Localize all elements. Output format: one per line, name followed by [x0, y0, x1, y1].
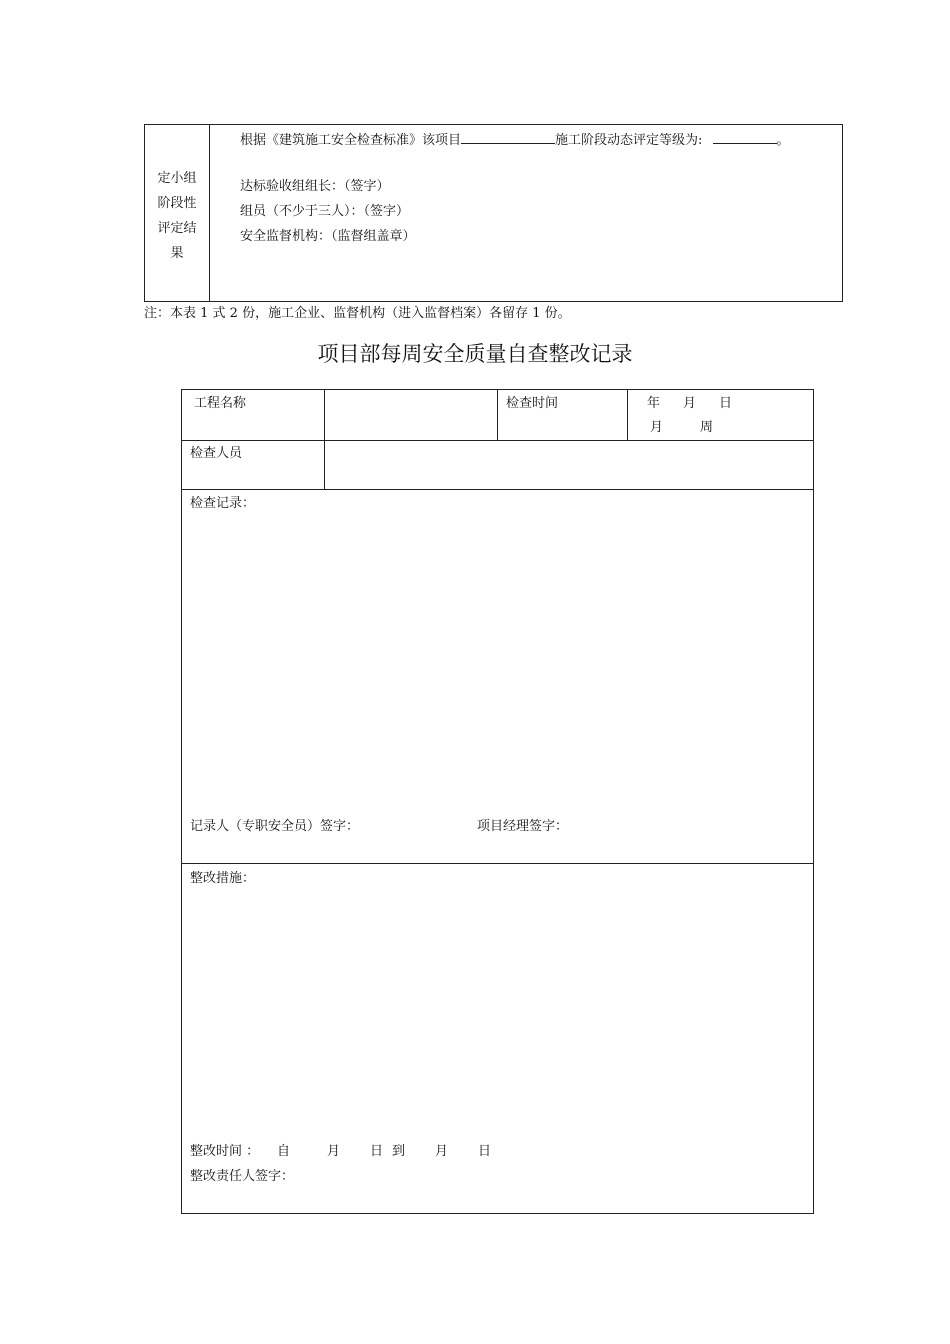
rectify-day-1: 日: [370, 1144, 384, 1159]
project-blank[interactable]: [461, 131, 555, 144]
measures-field[interactable]: [183, 892, 812, 1132]
rectify-to: 到: [392, 1144, 406, 1159]
grade-blank[interactable]: [713, 131, 777, 144]
rectify-month-2: 月: [435, 1144, 449, 1159]
manager-signature: 项目经理签字：: [477, 819, 569, 834]
col-divider: [497, 389, 498, 440]
record-field[interactable]: [183, 516, 812, 806]
rectify-month-1: 月: [327, 1144, 341, 1159]
date-month: 月: [683, 396, 697, 411]
week-month: 月: [650, 420, 664, 435]
date-year: 年: [647, 396, 661, 411]
project-name-field[interactable]: [326, 391, 496, 439]
supervision-seal: 安全监督机构：（监督组盖章）: [240, 229, 416, 244]
row-divider: [181, 863, 814, 864]
row-divider: [181, 440, 814, 441]
side-label-line: 阶段性: [157, 196, 197, 211]
evaluation-statement: [240, 131, 790, 149]
inspect-time-label: 检查时间: [506, 396, 559, 411]
evaluation-table-divider: [209, 124, 210, 302]
leader-signature: 达标验收组组长：（签字）: [240, 179, 390, 194]
statement-part1: 根据《建筑施工安全检查标准》该项目: [240, 133, 462, 148]
statement-part2: 施工阶段动态评定等级为:: [555, 133, 703, 148]
week-label: 周: [700, 420, 714, 435]
evaluation-side-label: [146, 166, 208, 266]
statement-end: 。: [776, 133, 790, 148]
rectify-day-2: 日: [478, 1144, 492, 1159]
side-label-line: 定小组: [157, 171, 197, 186]
date-day: 日: [719, 396, 733, 411]
members-signature: 组员（不少于三人）：（签字）: [240, 204, 410, 219]
responsible-signature: 整改责任人签字：: [190, 1169, 295, 1184]
page-title: 项目部每周安全质量自查整改记录: [317, 342, 633, 366]
rectify-from: 自: [277, 1144, 291, 1159]
col-divider: [324, 389, 325, 489]
rectify-time-label: 整改时间 ：: [190, 1144, 260, 1159]
side-label-line: 果: [170, 246, 184, 261]
project-name-label: 工程名称: [194, 396, 247, 411]
side-label-line: 评定结: [157, 221, 197, 236]
col-divider: [627, 389, 628, 440]
row-divider: [181, 489, 814, 490]
recorder-signature: 记录人（专职安全员）签字：: [190, 819, 360, 834]
measures-label: 整改措施：: [190, 871, 256, 886]
inspectors-label: 检查人员: [190, 446, 243, 461]
record-label: 检查记录：: [190, 496, 256, 511]
inspectors-field[interactable]: [326, 442, 812, 488]
footnote: 注：本表 1 式 2 份，施工企业、监督机构（进入监督档案）各留存 1 份。: [144, 306, 571, 321]
